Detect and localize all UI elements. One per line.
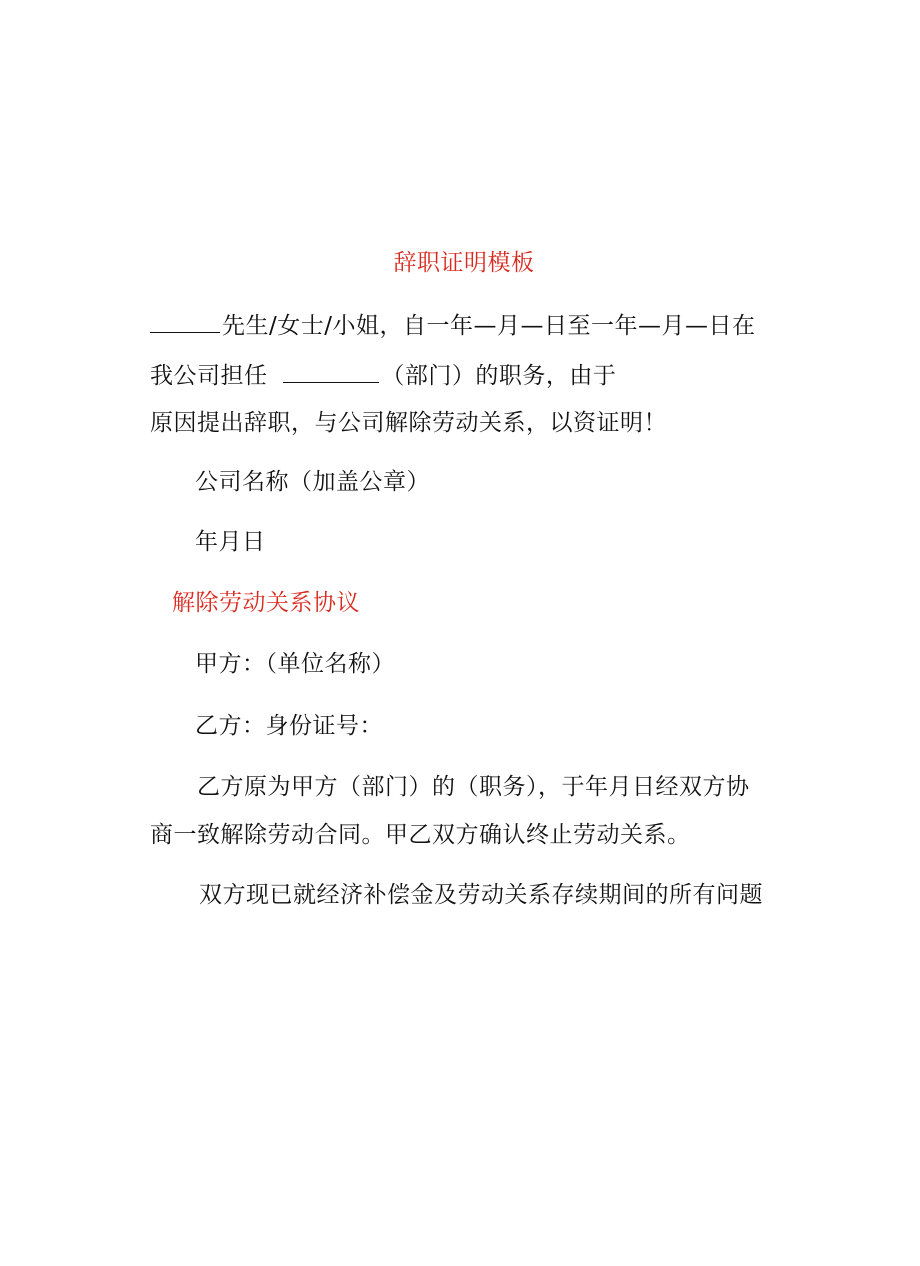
name-blank <box>150 310 220 333</box>
document-title: 辞职证明模板 <box>393 250 535 276</box>
certificate-line-2 <box>150 360 616 391</box>
agreement-para-2-line-1: 双方现已就经济补偿金及劳动关系存续期间的所有问题 <box>199 882 763 908</box>
certificate-line-2-prefix: 我公司担任 <box>150 363 268 389</box>
agreement-para-1-line-1: 乙方原为甲方（部门）的（职务），于年月日经双方协 <box>197 774 750 800</box>
certificate-date: 年月日 <box>195 529 266 555</box>
party-b-line: 乙方：身份证号： <box>195 713 383 739</box>
certificate-line-2-suffix: （部门）的职务，由于 <box>381 363 617 389</box>
agreement-para-1-line-2: 商一致解除劳动合同。甲乙双方确认终止劳动关系。 <box>150 822 691 848</box>
department-blank <box>283 360 379 383</box>
certificate-line-3: 原因提出辞职，与公司解除劳动关系，以资证明！ <box>150 410 667 436</box>
certificate-line-1-text: 先生/女士/小姐，自一年—月—日至一年—月—日在 <box>222 313 756 339</box>
agreement-heading: 解除劳动关系协议 <box>172 590 360 616</box>
company-name-seal: 公司名称（加盖公章） <box>195 469 430 495</box>
certificate-line-1 <box>150 310 756 341</box>
party-a-line: 甲方：（单位名称） <box>195 651 395 677</box>
